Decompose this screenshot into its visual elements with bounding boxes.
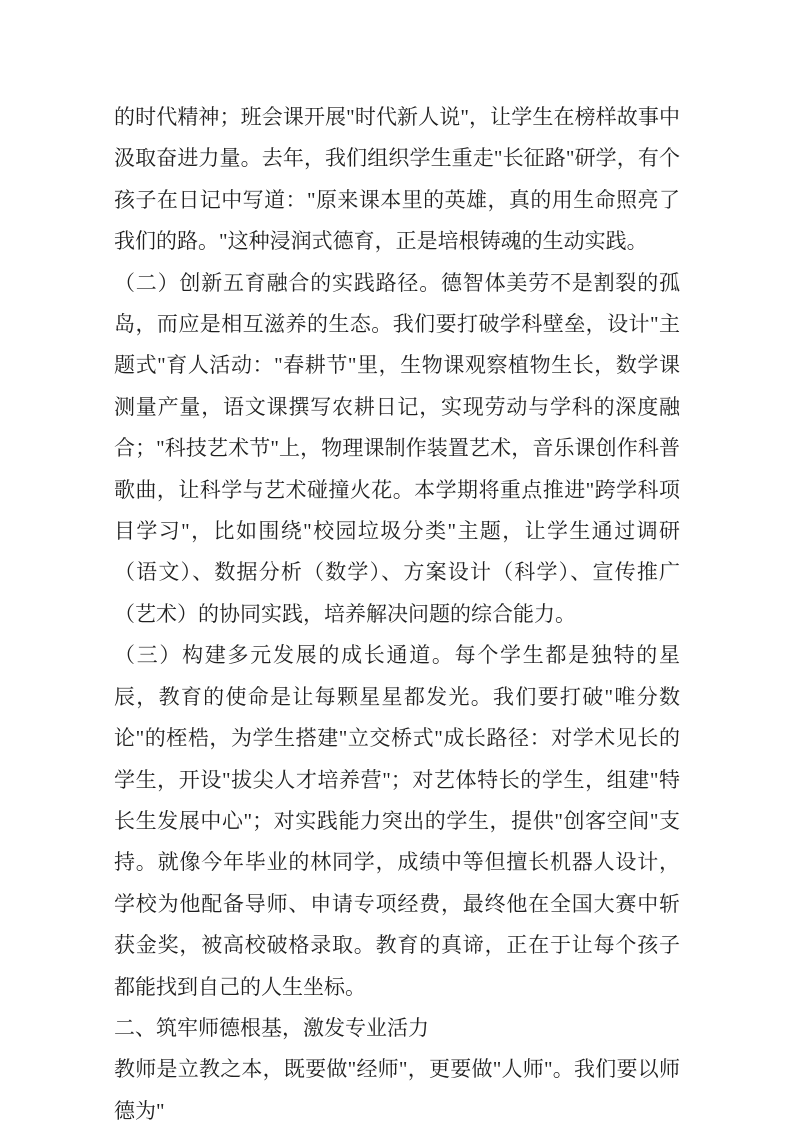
paragraph-diverse-growth-channels: （三）构建多元发展的成长通道。每个学生都是独特的星辰，教育的使命是让每颗星星都发光。我们要打破"唯分数论"的桎梏，为学生搭建"立交桥式"成长路径：对学术见长的学生，开设"拔尖人才培养营"；对艺体特长的学生，组建"特长生发展中心"；对实践能力突出的学生，提供"创客空间"支持。就像今年毕业的林同学，成绩中等但擅长机器人设计，学校为他配备导师、申请专项经费，最终他在全国大赛中斩获金奖，被高校破格录取。教育的真谛，正在于让每个孩子都能找到自己的人生坐标。 — [114, 643, 680, 999]
section-heading-teacher-ethics: 二、筑牢师德根基，激发专业活力 — [114, 1015, 429, 1040]
paragraph-teachers-foundation: 教师是立教之本，既要做"经师"，更要做"人师"。我们要以师德为" — [114, 1057, 680, 1122]
paragraph-moral-education-continuation: 的时代精神；班会课开展"时代新人说"，让学生在榜样故事中汲取奋进力量。去年，我们组织学生重走"长征路"研学，有个孩子在日记中写道："原来课本里的英雄，真的用生命照亮了我们的路。"这种浸润式德育，正是培根铸魂的生动实践。 — [114, 105, 680, 254]
paragraph-five-education-integration: （二）创新五育融合的实践路径。德智体美劳不是割裂的孤岛，而应是相互滋养的生态。我们要打破学科壁垒，设计"主题式"育人活动："春耕节"里，生物课观察植物生长，数学课测量产量，语文课撰写农耕日记，实现劳动与学科的深度融合；"科技艺术节"上，物理课制作装置艺术，音乐课创作科普歌曲，让科学与艺术碰撞火花。本学期将重点推进"跨学科项目学习"，比如围绕"校园垃圾分类"主题，让学生通过调研（语文）、数据分析（数学）、方案设计（科学）、宣传推广（艺术）的协同实践，培养解决问题的综合能力。 — [114, 270, 680, 626]
